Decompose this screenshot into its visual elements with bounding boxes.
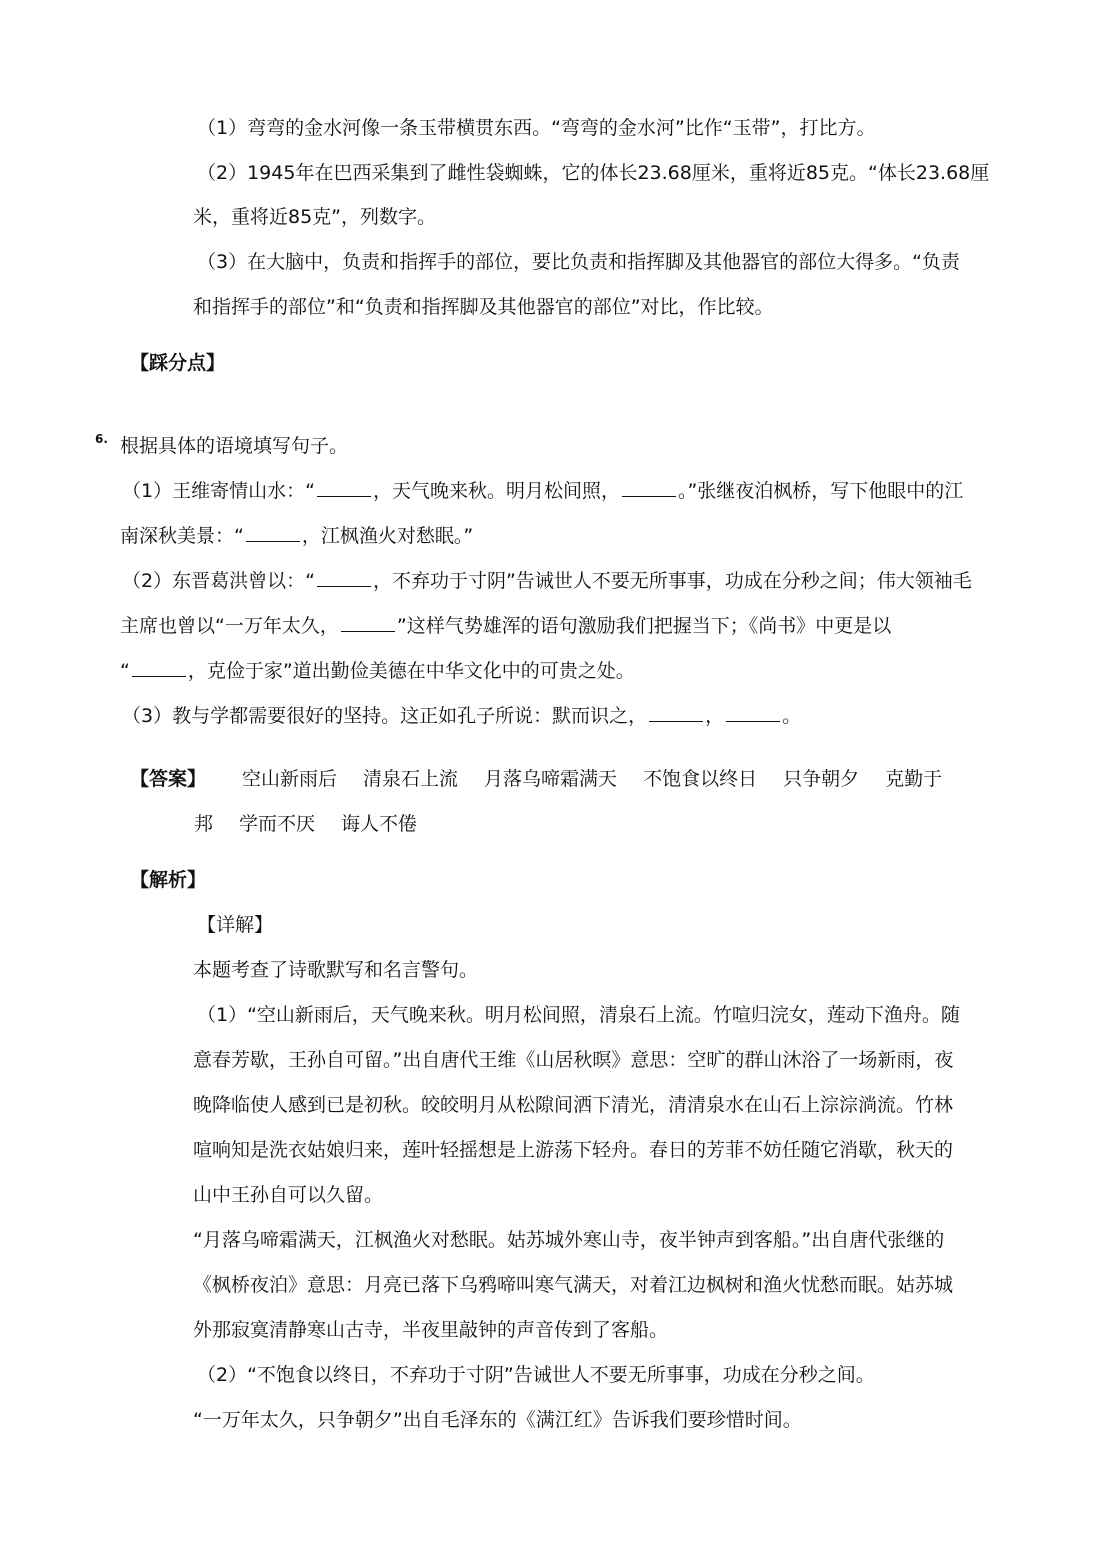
answer-label: 【答案】: [130, 768, 207, 790]
answer-item: 月落乌啼霜满天: [484, 768, 618, 790]
question-text: （1）王维寄情山水：“: [122, 480, 315, 502]
question-text: （2）东晋葛洪曾以：“: [122, 570, 315, 592]
fill-blank[interactable]: [649, 705, 703, 722]
fill-blank[interactable]: [317, 480, 371, 497]
answer-line: [194, 811, 417, 837]
question-text: 南深秋美景：“: [120, 525, 244, 547]
question-text: 。: [782, 705, 802, 727]
question-line: [122, 703, 801, 729]
answer-item: 空山新雨后: [242, 768, 338, 790]
answer-item: 克勤于: [885, 768, 943, 790]
fill-blank[interactable]: [317, 570, 371, 587]
analysis-line: 外那寂寞清静寒山古寺，半夜里敲钟的声音传到了客船。: [193, 1319, 669, 1341]
explanation-line: 米，重将近85克”，列数字。: [193, 206, 437, 228]
analysis-line: 本题考查了诗歌默写和名言警句。: [193, 959, 479, 981]
analysis-line: “月落乌啼霜满天，江枫渔火对愁眠。姑苏城外寒山寺，夜半钟声到客船。”出自唐代张继的: [193, 1229, 945, 1251]
explanation-line: （2）1945年在巴西采集到了雌性袋蜘蛛，它的体长23.68厘米，重将近85克。“体长23.68厘: [197, 162, 990, 184]
analysis-line: 《枫桥夜泊》意思：月亮已落下乌鸦啼叫寒气满天，对着江边枫树和渔火忧愁而眠。姑苏城: [193, 1274, 954, 1296]
fill-blank[interactable]: [622, 480, 676, 497]
analysis-line: 意春芳歇，王孙自可留。”出自唐代王维《山居秋暝》意思：空旷的群山沐浴了一场新雨，夜: [193, 1049, 954, 1071]
answer-line: [130, 766, 942, 792]
analysis-line: （2）“不饱食以终日，不弃功于寸阴”告诫世人不要无所事事，功成在分秒之间。: [197, 1364, 875, 1386]
answer-item: 只争朝夕: [783, 768, 860, 790]
question-text: ，: [705, 705, 725, 727]
question-text: ”这样气势雄浑的语句激励我们把握当下；《尚书》中更是以: [396, 615, 892, 637]
question-line: [122, 568, 972, 594]
question-text: ，不弃功于寸阴”告诫世人不要无所事事，功成在分秒之间；伟大领袖毛: [372, 570, 972, 592]
question-line: [120, 658, 635, 684]
fill-blank[interactable]: [726, 705, 780, 722]
question-text: 主席也曾以“一万年太久，: [120, 615, 339, 637]
analysis-line: “一万年太久，只争朝夕”出自毛泽东的《满江红》告诉我们要珍惜时间。: [193, 1409, 802, 1431]
question-text: “: [120, 660, 130, 682]
question-number: 6.: [95, 432, 108, 446]
analysis-line: 喧响知是洗衣姑娘归来，莲叶轻摇想是上游荡下轻舟。春日的芳菲不妨任随它消歇，秋天的: [193, 1139, 954, 1161]
scoring-points-heading: 【踩分点】: [130, 352, 226, 374]
analysis-line: 山中王孙自可以久留。: [193, 1184, 384, 1206]
fill-blank[interactable]: [132, 660, 186, 677]
question-text: 。”张继夜泊枫桥，写下他眼中的江: [677, 480, 964, 502]
question-text: ，克俭于家”道出勤俭美德在中华文化中的可贵之处。: [187, 660, 635, 682]
question-line: [120, 523, 473, 549]
analysis-heading: 【解析】: [130, 869, 207, 891]
answer-item: 清泉石上流: [363, 768, 459, 790]
question-text: （3）教与学都需要很好的坚持。这正如孔子所说：默而识之，: [122, 705, 648, 727]
detail-heading: 【详解】: [197, 914, 274, 936]
explanation-line: 和指挥手的部位”和“负责和指挥脚及其他器官的部位”对比，作比较。: [193, 296, 774, 318]
fill-blank[interactable]: [246, 525, 300, 542]
question-text: ，天气晚来秋。明月松间照，: [372, 480, 620, 502]
answer-item: 诲人不倦: [341, 813, 418, 835]
explanation-line: （1）弯弯的金水河像一条玉带横贯东西。“弯弯的金水河”比作“玉带”，打比方。: [197, 117, 876, 139]
fill-blank[interactable]: [341, 615, 395, 632]
question-line: [120, 613, 891, 639]
answer-item: 不饱食以终日: [643, 768, 758, 790]
question-stem: 根据具体的语境填写句子。: [120, 435, 349, 457]
question-line: [122, 478, 963, 504]
analysis-line: 晚降临使人感到已是初秋。皎皎明月从松隙间洒下清光，清清泉水在山石上淙淙淌流。竹林: [193, 1094, 954, 1116]
answer-item: 邦: [194, 813, 214, 835]
question-text: ，江枫渔火对愁眠。”: [301, 525, 474, 547]
explanation-line: （3）在大脑中，负责和指挥手的部位，要比负责和指挥脚及其他器官的部位大得多。“负责: [197, 251, 960, 273]
answer-item: 学而不厌: [239, 813, 316, 835]
analysis-line: （1）“空山新雨后，天气晚来秋。明月松间照，清泉石上流。竹喧归浣女，莲动下渔舟。随: [197, 1004, 960, 1026]
